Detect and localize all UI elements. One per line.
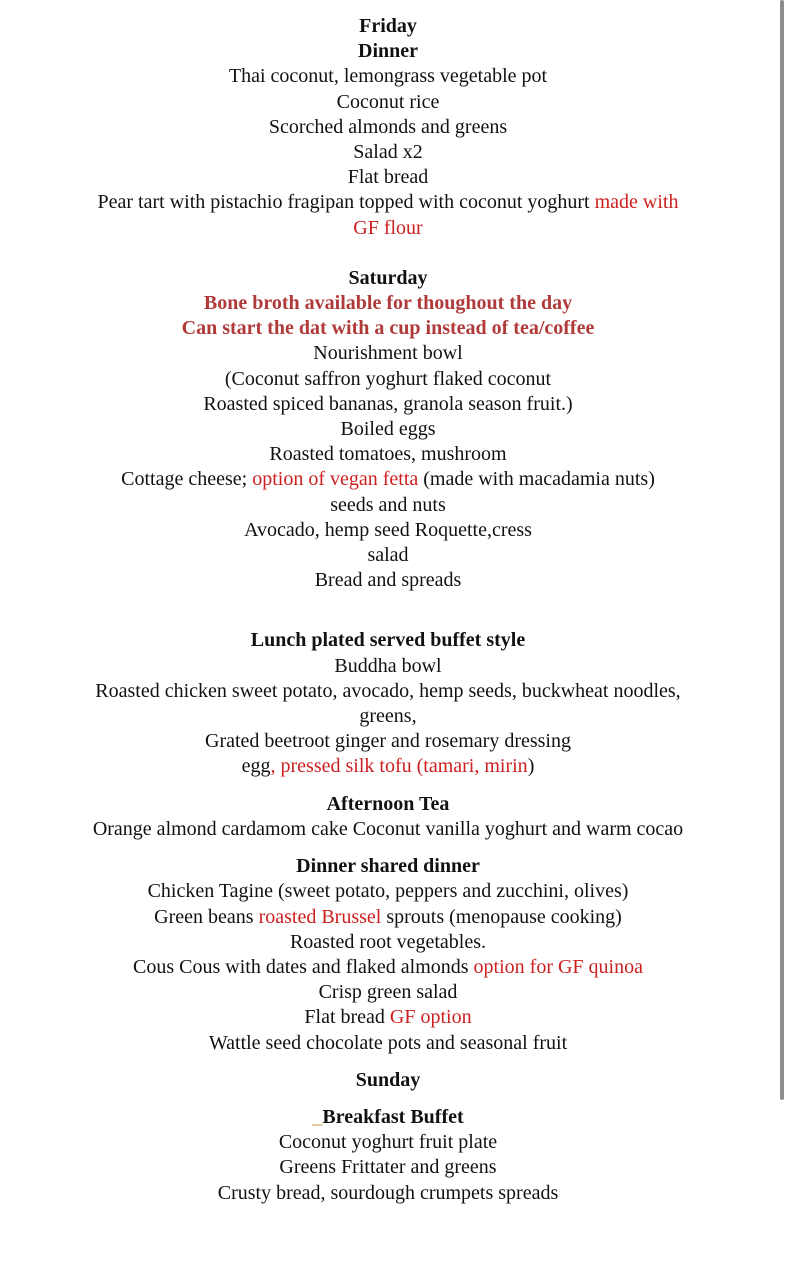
cheese-line — [0, 467, 776, 492]
dinner-cous-line — [0, 955, 776, 980]
lunch-item: Buddha bowl — [334, 654, 442, 677]
breakfast-item: Bread and spreads — [314, 569, 462, 592]
menu-document — [0, 14, 776, 1206]
sunday-item: Crusty bread, sourdough crumpets spreads — [217, 1181, 559, 1204]
saturday-heading: Saturday — [348, 266, 428, 289]
dinner-beans-line — [0, 905, 776, 930]
sunday-breakfast-heading — [0, 1105, 776, 1130]
breakfast-item: Avocado, hemp seed Roquette,cress — [244, 518, 532, 541]
dinner-item: Roasted root vegetables. — [289, 930, 487, 953]
breakfast-item: Nourishment bowl — [313, 342, 463, 365]
friday-dinner-heading: Dinner — [358, 40, 418, 63]
friday-item: Flat bread — [347, 166, 429, 189]
sunday-breakfast-label: Breakfast Buffet — [322, 1105, 464, 1128]
lunch-close: ) — [527, 755, 535, 778]
spacer — [0, 1093, 776, 1105]
lunch-egg-line — [0, 754, 776, 779]
friday-dessert-note: made with GF flour — [353, 191, 679, 239]
spacer — [0, 780, 776, 792]
breakfast-item: Boiled eggs — [340, 418, 436, 441]
lunch-tofu-option: , pressed silk tofu (tamari, mirin — [270, 755, 528, 778]
breakfast-item: (Coconut saffron yoghurt flaked coconut — [224, 367, 552, 390]
vegan-fetta-option: option of vegan fetta — [252, 468, 419, 491]
dinner-dessert: Wattle seed chocolate pots and seasonal fruit — [208, 1031, 568, 1054]
bread-text: Flat bread — [304, 1006, 390, 1029]
underscore-mark: _ — [312, 1105, 323, 1128]
sunday-item: Greens Frittater and greens — [279, 1156, 497, 1179]
lunch-item: Roasted chicken sweet potato, avocado, hemp seeds, buckwheat noodles, greens, — [95, 679, 681, 728]
dinner-item: Chicken Tagine (sweet potato, peppers and zucchini, olives) — [147, 880, 629, 903]
beans-text: Green beans — [154, 905, 259, 928]
lunch-item: Grated beetroot ginger and rosemary dressing — [205, 730, 571, 753]
cous-text: Cous Cous with dates and flaked almonds — [133, 955, 474, 978]
afternoon-tea-item: Orange almond cardamom cake Coconut vanilla yoghurt and warm cocao — [92, 817, 684, 840]
dinner-item: Crisp green salad — [318, 981, 458, 1004]
brussel-option: roasted Brussel — [258, 905, 382, 928]
spacer — [0, 593, 776, 628]
breakfast-item: seeds and nuts — [330, 493, 446, 516]
beans-note: sprouts (menopause cooking) — [381, 905, 622, 928]
quinoa-option: option for GF quinoa — [473, 955, 643, 978]
breakfast-item: Roasted spiced bananas, granola season fruit.) — [203, 392, 573, 415]
lunch-heading: Lunch plated served buffet style — [250, 629, 526, 652]
friday-heading: Friday — [359, 15, 417, 37]
gf-bread-option: GF option — [389, 1006, 472, 1029]
cheese-text: Cottage cheese; — [121, 468, 253, 491]
breakfast-item: salad — [367, 544, 409, 567]
spacer — [0, 1056, 776, 1068]
cheese-note: (made with macadamia nuts) — [418, 468, 655, 491]
breakfast-item: Roasted tomatoes, mushroom — [269, 443, 507, 466]
friday-item: Coconut rice — [336, 90, 440, 113]
sunday-heading: Sunday — [355, 1068, 421, 1091]
spacer — [0, 241, 776, 266]
saturday-dinner-heading: Dinner shared dinner — [296, 855, 480, 878]
afternoon-tea-heading: Afternoon Tea — [326, 792, 450, 815]
friday-dessert — [0, 190, 776, 240]
friday-item: Thai coconut, lemongrass vegetable pot — [228, 65, 548, 88]
lunch-egg: egg — [241, 755, 271, 778]
vertical-scrollbar[interactable] — [780, 0, 784, 1100]
friday-dessert-text: Pear tart with pistachio fragipan topped with coconut yoghurt — [97, 191, 595, 214]
friday-item: Salad x2 — [353, 141, 423, 164]
dinner-bread-line — [0, 1005, 776, 1030]
sunday-item: Coconut yoghurt fruit plate — [278, 1131, 498, 1154]
friday-item: Scorched almonds and greens — [268, 115, 508, 138]
spacer — [0, 842, 776, 854]
broth-note-2: Can start the dat with a cup instead of tea/coffee — [181, 317, 595, 340]
broth-note-1: Bone broth available for thoughout the day — [203, 292, 573, 315]
